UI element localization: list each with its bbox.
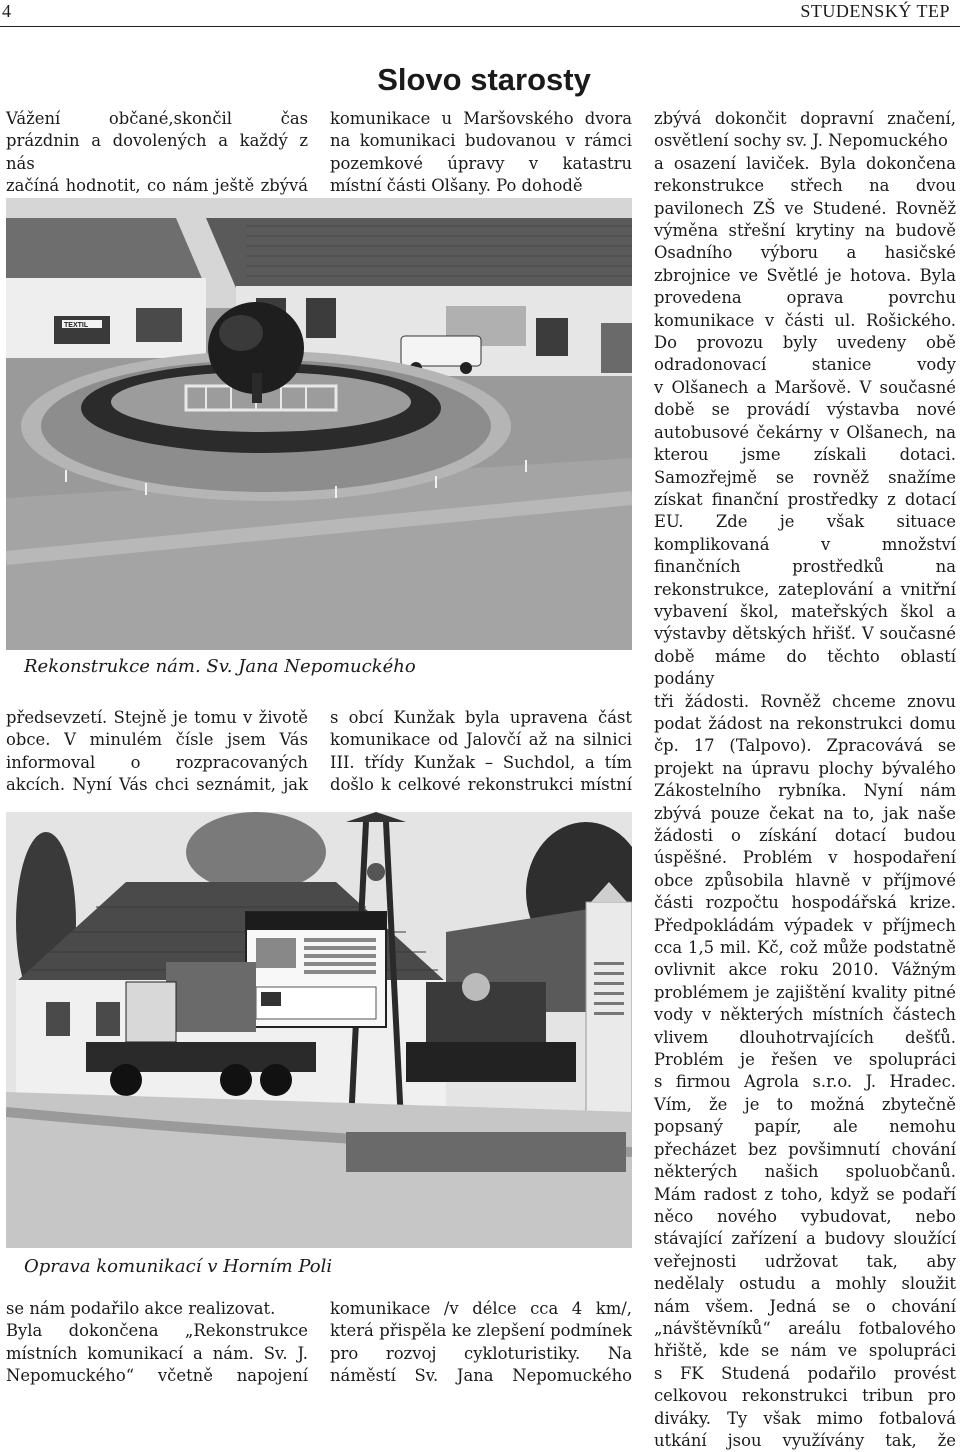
text-line: ovlivnit akce roku 2010. Vážným — [654, 960, 956, 980]
text-line: Do provozu byly uvedeny obě — [654, 333, 956, 353]
text-line: s firmou Agrola s.r.o. J. Hradec. — [654, 1072, 956, 1092]
text-line: místní části Olšany. Po dohodě — [330, 176, 583, 196]
text-line: Osadního výboru a hasičské — [654, 243, 956, 263]
text-line: popsaný papír, ale nemohu — [654, 1117, 956, 1137]
text-line: stávající zařízení a budovy sloužící — [654, 1229, 956, 1249]
text-line: výstavby dětských hřišť. V současné — [654, 624, 956, 644]
square-photo-graphic — [6, 198, 632, 650]
road-photo-graphic — [6, 812, 632, 1248]
text-line: výměna střešní krytiny na budově — [654, 221, 956, 241]
text-line: podat žádost na rekonstrukci domu — [654, 713, 956, 733]
text-line: cca 1,5 mil. Kč, což může podstatně — [654, 938, 956, 958]
text-line: zbývá dokončit dopravní značení, — [654, 109, 956, 128]
text-line: v Olšanech a Maršově. V současné — [654, 377, 956, 397]
text-line: akcích. Nyní Vás chci seznámit, jak — [6, 775, 308, 795]
text-line: Zákostelního rybníka. Nyní nám — [654, 781, 956, 801]
text-line: III. třídy Kunžak – Suchdol, a tím — [330, 752, 632, 772]
text-line: komunikace od Jalovčí až na silnici — [330, 730, 632, 750]
text-line: nedělaly ostudu a mohly sloužit — [654, 1274, 956, 1294]
text-line: něco nového vybudovat, nebo — [654, 1206, 956, 1226]
text-line: úspěšné. Problém v hospodaření — [654, 848, 956, 868]
text-line: komunikace v části ul. Rošického. — [654, 310, 956, 330]
text-line: Předpokládám výpadek v příjmech — [654, 915, 956, 935]
text-line: náměstí Sv. Jana Nepomuckého — [330, 1366, 632, 1386]
text-line: se nám podařilo akce realizovat. — [6, 1299, 276, 1318]
shop-sign: TEXTIL — [64, 322, 89, 329]
text-line: zbývá pouze čekat na to, jak naše — [654, 803, 956, 823]
col2-bottom-text — [330, 1298, 632, 1388]
text-line: Vážení občané,skončil čas — [6, 109, 308, 128]
text-line: nám všem. Jedná se o chování — [654, 1296, 956, 1316]
text-line: celkovou rekonstrukci tribun pro — [654, 1386, 956, 1406]
text-line: Byla dokončena „Rekonstrukce — [6, 1321, 308, 1341]
photo-road-repair — [6, 812, 632, 1248]
col2-mid-text — [330, 707, 632, 797]
photo-square-reconstruction — [6, 198, 632, 650]
text-line: místních komunikací a nám. Sv. J. — [6, 1343, 308, 1363]
text-line: osvětlení sochy sv. J. Nepomuckého — [654, 131, 948, 151]
text-line: vlivem dlouhotrvajících dešťů. — [654, 1027, 956, 1047]
text-line: předsevzetí. Stejně je tomu v životě — [6, 708, 308, 727]
text-line: která přispěla ke zlepšení podmínek — [330, 1321, 632, 1341]
text-line: pro rozvoj cykloturistiky. Na — [330, 1343, 632, 1363]
text-line: informoval o rozpracovaných — [6, 752, 308, 772]
photo-road-caption: Oprava komunikací v Horním Poli — [24, 1256, 333, 1277]
text-line: tři žádosti. Rovněž chceme znovu — [654, 691, 956, 711]
text-line: době se provádí výstavba nové — [654, 400, 956, 420]
text-line: rekonstrukce střech na dvou — [654, 176, 956, 196]
text-line: obce způsobila hlavně v příjmové — [654, 870, 956, 890]
text-line: EU. Zde je však situace — [654, 512, 956, 532]
article-title: Slovo starosty — [377, 62, 591, 97]
text-line: komunikace u Maršovského dvora — [330, 109, 632, 128]
text-line: projekt na úpravu plochy bývalého — [654, 758, 956, 778]
text-line: rekonstrukce, zateplování a vnitřní — [654, 579, 956, 599]
col1-bottom-text — [6, 1298, 308, 1388]
photo-square-caption: Rekonstrukce nám. Sv. Jana Nepomuckého — [24, 656, 416, 677]
text-line: hřiště, kde se nám ve spolupráci — [654, 1341, 956, 1361]
text-line: s FK Studená podařilo provést — [654, 1363, 956, 1383]
text-line: některých našich spoluobčanů. — [654, 1162, 956, 1182]
text-line: pozemkové úpravy v katastru — [330, 153, 632, 173]
text-line: zbrojnice ve Světlé je hotova. Byla — [654, 265, 956, 285]
text-line: pavilonech ZŠ ve Studené. Rovněž — [654, 198, 956, 218]
text-line: kterou jsme získali dotaci. — [654, 445, 956, 465]
text-line: Nepomuckého“ včetně napojení — [6, 1366, 308, 1386]
text-line: Vím, že je to možná zbytečně — [654, 1094, 956, 1114]
col2-top-text — [330, 108, 632, 198]
text-line: získat finanční prostředky z dotací — [654, 489, 956, 509]
text-line: finančních prostředků na — [654, 557, 956, 577]
text-line: autobusové čekárny v Olšanech, na — [654, 422, 956, 442]
text-line: „návštěvníků“ areálu fotbalového — [654, 1318, 956, 1338]
text-line: čp. 17 (Talpovo). Zpracovává se — [654, 736, 956, 756]
text-line: komunikace /v délce cca 4 km/, — [330, 1299, 632, 1318]
text-line: odradonovací stanice vody — [654, 355, 956, 375]
text-line: části rozpočtu hospodářská krize. — [654, 893, 956, 913]
text-line: veřejnosti udržovat tak, aby — [654, 1251, 956, 1271]
text-line: utkání jsou využívány tak, že — [654, 1430, 956, 1450]
text-line: Mám radost z toho, když se podaří — [654, 1184, 956, 1204]
text-line: době máme do těchto oblastí podány — [654, 646, 956, 689]
text-line: obce. V minulém čísle jsem Vás — [6, 730, 308, 750]
text-line: prázdnin a dovolených a každý z nás — [6, 131, 308, 173]
text-line: problémem je zajištění kvality pitné — [654, 982, 956, 1002]
text-line: přecházet bez povšimnutí chování — [654, 1139, 956, 1159]
col1-mid-text — [6, 707, 308, 797]
text-line: vybavení škol, mateřských škol a — [654, 601, 956, 621]
text-line: na komunikaci budovanou v rámci — [330, 131, 632, 151]
text-line: Problém je řešen ve spolupráci — [654, 1050, 956, 1070]
col3-text — [654, 108, 956, 1452]
text-line: a osazení laviček. Byla dokončena — [654, 153, 956, 173]
text-line: s obcí Kunžak byla upravena část — [330, 708, 632, 727]
text-line: provedena oprava povrchu — [654, 288, 956, 308]
text-line: žádosti o získání dotací budou — [654, 826, 956, 845]
text-line: vody v některých místních částech — [654, 1005, 956, 1025]
header-rule — [0, 26, 960, 27]
text-line: diváky. Ty však mimo fotbalová — [654, 1408, 956, 1428]
page-header — [0, 0, 960, 28]
running-title: STUDENSKÝ TEP — [800, 1, 950, 21]
text-line: došlo k celkové rekonstrukci místní — [330, 775, 632, 795]
text-line: Samozřejmě se rovněž snažíme — [654, 467, 956, 487]
text-line: začíná hodnotit, co nám ještě zbývá — [6, 176, 308, 196]
page-number: 4 — [2, 1, 11, 21]
text-line: komplikovaná v množství — [654, 534, 956, 554]
